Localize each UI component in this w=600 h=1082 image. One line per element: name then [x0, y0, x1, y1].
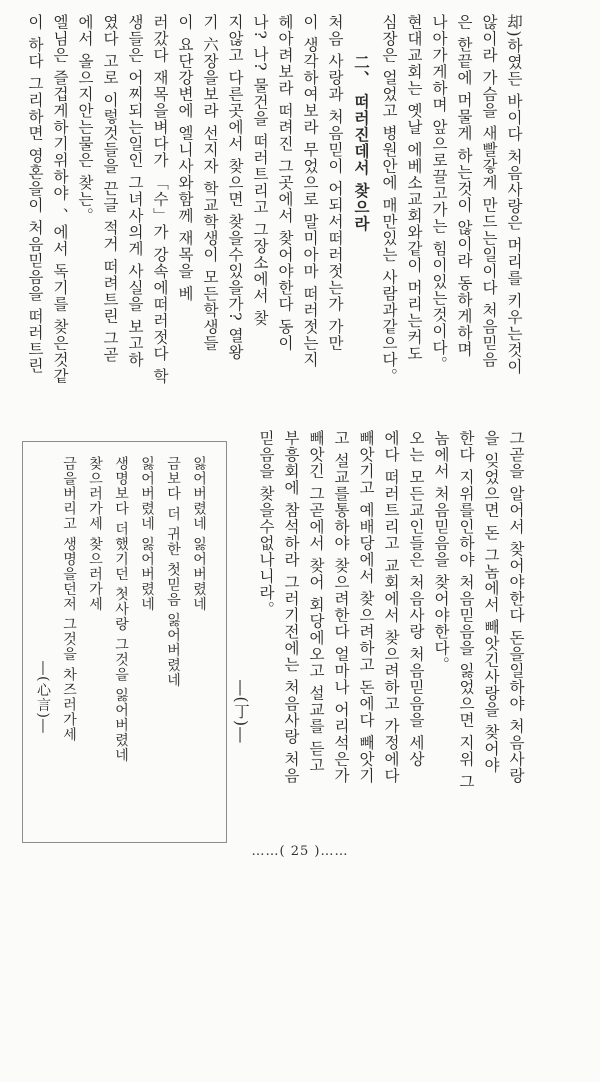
text-line: 엘님은 즐겁게하기위하야 、에서 독기를 찾은것같	[51, 14, 69, 385]
text-line: 현대교회는 옛날 에베소교회와같이 머리는커도	[405, 14, 423, 362]
text-line: 이 생각하여보라 무었으로 말미아마 떠러젓는지	[301, 14, 319, 368]
section-heading: 二、 떠러진데서 찾으라	[352, 54, 371, 232]
text-line: 빼앗기고 예배당에서 찾으려하고 돈에다 빼앗기	[357, 430, 375, 784]
text-block-upper	[22, 14, 526, 396]
text-line: 믿음을 찾을수없나니라。	[257, 430, 275, 618]
poem-box	[22, 441, 227, 843]
text-line: 을 잊었으면 돈 그놈에서 빼앗긴사랑을 찾어야	[482, 430, 500, 774]
text-line: 에다 떠러트리고 교회에서 찾으려하고 가정에다	[382, 430, 400, 784]
poem	[37, 456, 212, 830]
text-line: 러갔다 재목을벼다가 「수」가 강속에떠러젓다 학	[151, 14, 169, 385]
text-line: 은 한끝에 머물게 하는것이 않이라 동하게하며	[455, 14, 473, 358]
text-line: 나아가게하며 앞으로끌고가는 힘이있는것이다。	[430, 14, 448, 373]
text-line: 나? 나? 물건을 떠러트리고 그장소에서 찾	[251, 14, 269, 327]
text-line: 빼앗긴 그곧에서 찾어 회당에오고 설교를 듣고	[307, 430, 325, 774]
poem-line: 찾으러가세 찾으러가세	[87, 456, 103, 612]
text-line: 고 설교를통하야 찾으려한다 얼마나 어리석은가	[332, 430, 350, 784]
text-line: 기 六장을보라 선지자 학교학생이 모든학생들	[201, 14, 219, 352]
poem-line: 잃어버렸네 잃어버렸네	[139, 456, 155, 612]
poem-line: 금을버리고 생명을던저 그것을 차즈러가세	[61, 456, 77, 743]
text-line: 처음 사랑과 처음믿이 어되서떠러젓는가 가만	[326, 14, 344, 352]
text-block-lower	[228, 430, 528, 832]
text-line: 그곧을 알어서 찾어야한다 돈을일하야 처음사랑	[507, 430, 525, 784]
text-line: 헤아려보라 떠려진 그곳에서 찾어야한다 동이	[276, 14, 294, 352]
author-signature: ―(丁)―	[232, 680, 250, 744]
text-line: 생들은 어찌되는일인 그녀사의게 사실을 보고하	[126, 14, 144, 368]
text-line: 놈에서 처음믿음을 찾어야한다。	[432, 430, 450, 673]
poem-signature: ―(心言)―	[35, 661, 51, 734]
page-number: ……( 25 )……	[251, 844, 349, 859]
text-line: 이 하다 그리하면 영혼을이 처음믿음을 떠러트린	[26, 14, 44, 374]
text-line: 심장은 얼었고 병원안에 매만있는 사람과같으다。	[380, 14, 398, 385]
text-line: 오는 모든교인들은 처음사랑 처음믿음을 세상	[407, 430, 425, 768]
text-line: 였다 고로 이렇것들을 끈글 적거 떠려트린 그곧	[101, 14, 119, 364]
poem-line: 생명보다 더했기던 첫사랑 그것을 잃어버렸네	[113, 456, 129, 763]
text-line: 却)하였든 바이다 처음사랑은 머리를 키우는것이	[505, 14, 523, 375]
text-line: 에서 올으지안는물은 찾는。	[76, 14, 94, 224]
text-line: 부흥회에 참석하라 그러기전에는 처음사랑 처음	[282, 430, 300, 784]
text-line: 이 요단강변에 엘니사와함께 재목을 베	[176, 14, 194, 302]
text-line: 않이라 가슴을 새빨갛게 만드는일이다 처음믿음	[480, 14, 498, 368]
text-line: 지않고 다른곳에서 찾으면 찾을수있을가? 열왕	[226, 14, 244, 361]
text-line: 한다 지위를인하야 처음믿음을 잃었으면 지위 그	[457, 430, 475, 790]
poem-line: 금보다 더 귀한 첫믿음 잃어버렸네	[165, 456, 181, 688]
poem-line: 잃어버렸네 잃어버렸네	[191, 456, 207, 612]
